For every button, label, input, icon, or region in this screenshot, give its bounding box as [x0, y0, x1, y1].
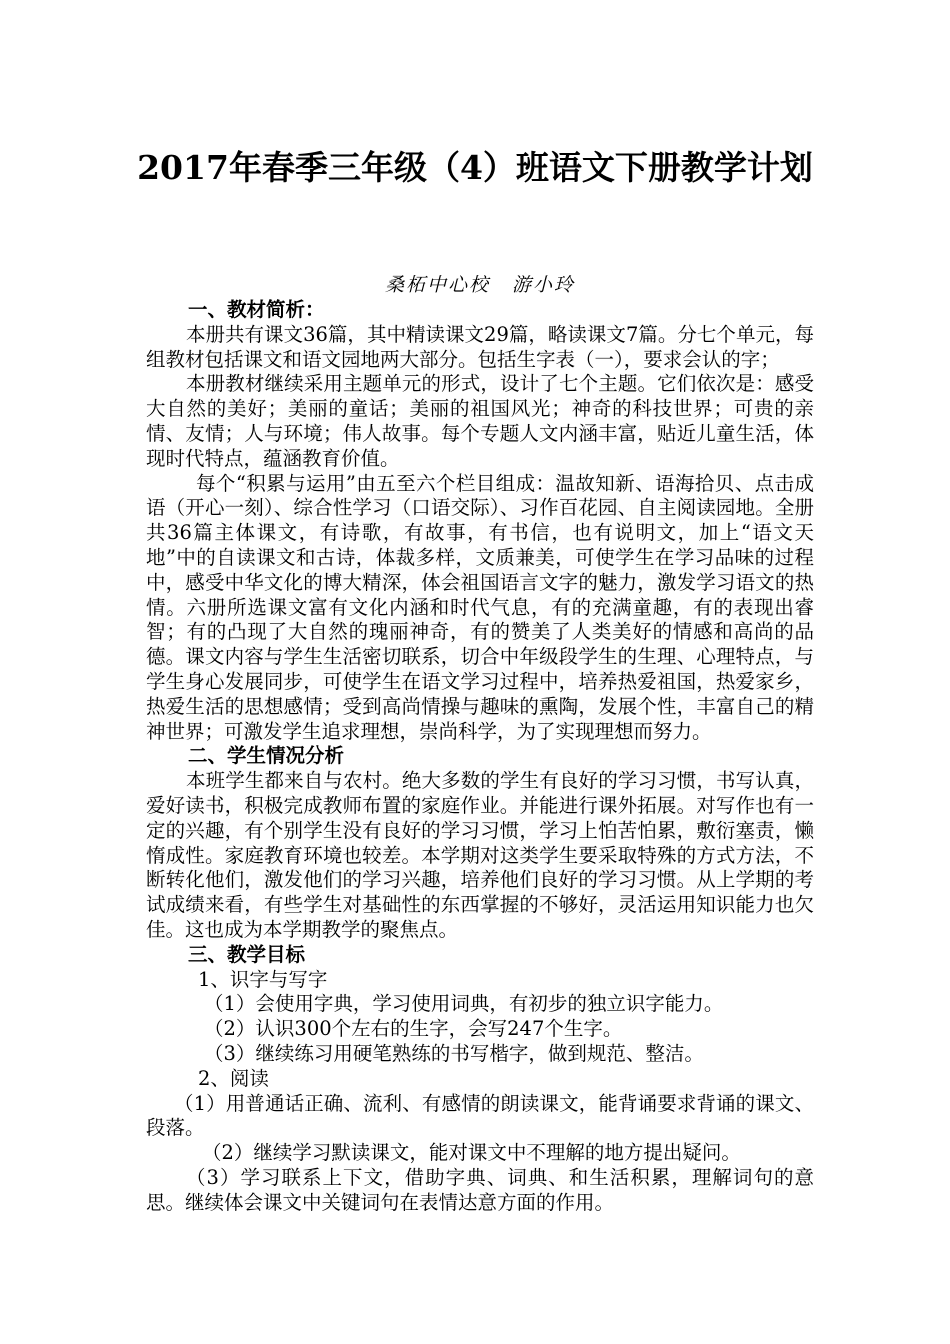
goal-subitem-literacy-1: （1）会使用字典，学习使用词典，有初步的独立识字能力。 [204, 992, 724, 1016]
goal-subitem-literacy-3: （3）继续练习用硬笔熟练的书写楷字，做到规范、整洁。 [204, 1041, 704, 1065]
paragraph-students-1: 本班学生都来自与农村。绝大多数的学生有良好的学习习惯，书写认真，爱好读书，积极完成教师布置的家庭作业。并能进行课外拓展。对写作也有一定的兴趣，有个别学生没有良好的学习习惯，学习上怕苦怕累，敷衍塞责，懒惰成性。家庭教育环境也较差。本学期对这类学生要采取特殊的方式方法，不断转化他们，激发他们的学习兴趣，培养他们良好的学习习惯。从上学期的考试成绩来看，有些学生对基础性的东西掌握的不够好，灵活运用知识能力也欠佳。这也成为本学期教学的聚焦点。 [146, 769, 814, 941]
section-heading-goals: 三、教学目标 [188, 942, 306, 966]
paragraph-materials-1: 本册共有课文36篇，其中精读课文29篇，略读课文7篇。分七个单元，每组教材包括课文和语文园地两大部分。包括生字表（一），要求会认的字； [146, 322, 814, 371]
author-line [146, 272, 814, 298]
goal-item-reading: 2、阅读 [198, 1066, 269, 1090]
author-name: 游小玲 [512, 274, 576, 296]
goal-item-literacy: 1、识字与写字 [198, 967, 328, 991]
goal-subitem-reading-1: （1）用普通话正确、流利、有感情的朗读课文，能背诵要求背诵的课文、段落。 [146, 1091, 814, 1140]
document-title: 2017年春季三年级（4）班语文下册教学计划 [137, 148, 813, 187]
section-heading-students: 二、学生情况分析 [188, 744, 345, 768]
author-school: 桑柘中心校 [384, 274, 490, 296]
goal-subitem-reading-2: （2）继续学习默读课文，能对课文中不理解的地方提出疑问。 [202, 1141, 741, 1165]
paragraph-materials-3: 每个“积累与运用”由五至六个栏目组成：温故知新、语海拾贝、点击成语（开心一刻）、综合性学习（口语交际）、习作百花园、自主阅读园地。全册共36篇主体课文，有诗歌，有故事，有书信，也有说明文，加上“语文天地”中的自读课文和古诗，体裁多样，文质兼美，可使学生在学习品味的过程中，感受中华文化的博大精深，体会祖国语言文字的魅力，激发学习语文的热情。六册所选课文富有文化内涵和时代气息，有的充满童趣，有的表现出睿智；有的凸现了大自然的瑰丽神奇，有的赞美了人类美好的情感和高尚的品德。课文内容与学生生活密切联系，切合中年级段学生的生理、心理特点，与学生身心发展同步，可使学生在语文学习过程中，培养热爱祖国，热爱家乡，热爱生活的思想感情；受到高尚情操与趣味的熏陶，发展个性，丰富自己的精神世界；可激发学生追求理想，崇尚科学，为了实现理想而努力。 [146, 471, 814, 743]
document-body [146, 298, 814, 1215]
section-heading-materials: 一、教材简析： [188, 298, 325, 321]
goal-subitem-literacy-2: （2）认识300个左右的生字，会写247个生字。 [204, 1017, 623, 1041]
paragraph-materials-2: 本册教材继续采用主题单元的形式，设计了七个主题。它们依次是：感受大自然的美好；美丽的童话；美丽的祖国风光；神奇的科技世界；可贵的亲情、友情；人与环境；伟人故事。每个专题人文内涵丰富，贴近儿童生活，体现时代特点，蕴涵教育价值。 [146, 372, 814, 470]
goal-subitem-reading-3: （3）学习联系上下文，借助字典、词典、和生活积累，理解词句的意思。继续体会课文中关键词句在表情达意方面的作用。 [146, 1165, 814, 1214]
